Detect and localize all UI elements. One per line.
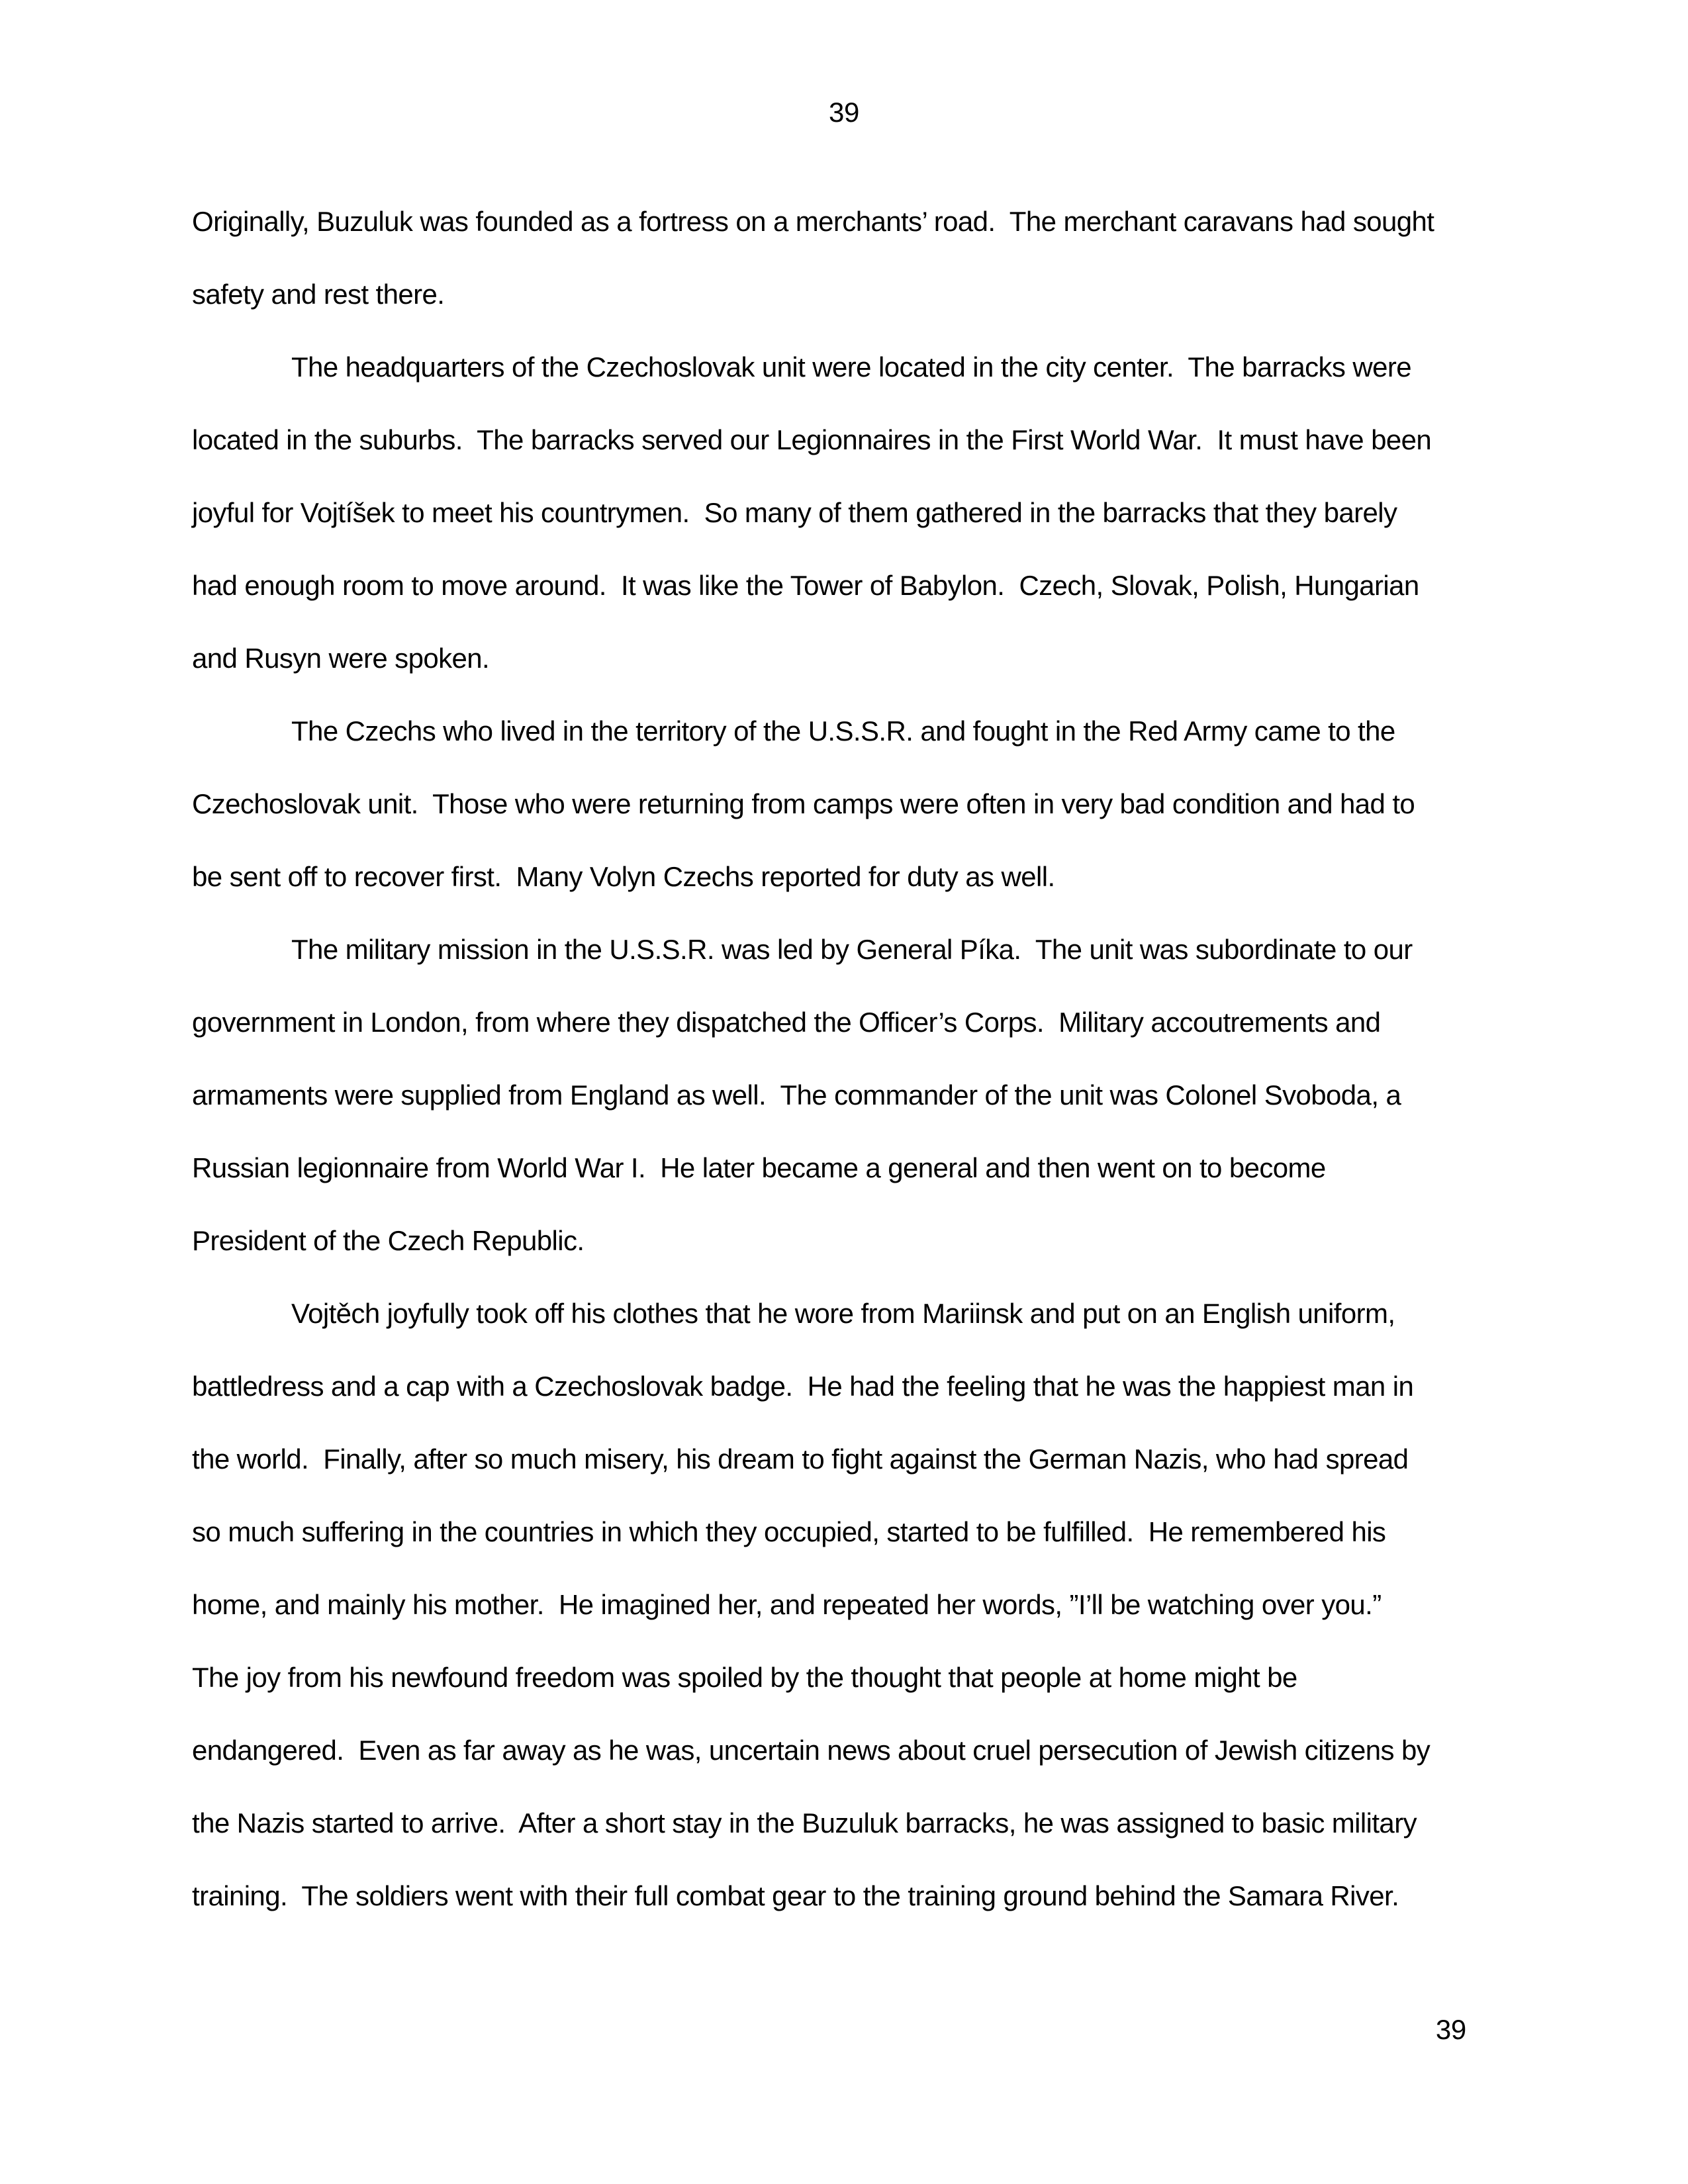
text-line: Originally, Buzuluk was founded as a fortress on a merchants’ road. The merchant caravans had sought [192, 206, 1434, 237]
text-line: had enough room to move around. It was like the Tower of Babylon. Czech, Slovak, Polish, Hungarian [192, 570, 1419, 601]
text-line: the Nazis started to arrive. After a short stay in the Buzuluk barracks, he was assigned to basic military [192, 1807, 1417, 1839]
text-line: Russian legionnaire from World War I. He later became a general and then went on to become [192, 1152, 1326, 1183]
text-line: President of the Czech Republic. [192, 1225, 585, 1256]
text-line: Vojtěch joyfully took off his clothes that he wore from Mariinsk and put on an English uniform, [291, 1298, 1395, 1329]
text-line: armaments were supplied from England as well. The commander of the unit was Colonel Svoboda, a [192, 1079, 1401, 1111]
text-line: The military mission in the U.S.S.R. was led by General Píka. The unit was subordinate to our [291, 934, 1413, 965]
text-line: so much suffering in the countries in which they occupied, started to be fulfilled. He remembered his [192, 1516, 1386, 1547]
text-line: and Rusyn were spoken. [192, 643, 490, 674]
text-line: home, and mainly his mother. He imagined her, and repeated her words, ”I’ll be watching over you.” [192, 1589, 1382, 1620]
footer-page-number: 39 [1435, 2014, 1466, 2045]
text-line: The joy from his newfound freedom was spoiled by the thought that people at home might be [192, 1662, 1297, 1693]
text-line: The headquarters of the Czechoslovak unit were located in the city center. The barracks were [291, 351, 1412, 383]
text-line: safety and rest there. [192, 279, 445, 310]
header-page-number: 39 [828, 97, 860, 128]
text-line: Czechoslovak unit. Those who were returning from camps were often in very bad condition and had to [192, 788, 1415, 819]
text-line: training. The soldiers went with their full combat gear to the training ground behind the Samara River. [192, 1880, 1399, 1911]
text-line: the world. Finally, after so much misery, his dream to fight against the German Nazis, who had spread [192, 1443, 1409, 1475]
text-line: be sent off to recover first. Many Volyn Czechs reported for duty as well. [192, 861, 1055, 892]
text-line: joyful for Vojtíšek to meet his countrymen. So many of them gathered in the barracks that they barely [192, 497, 1397, 528]
text-line: located in the suburbs. The barracks served our Legionnaires in the First World War. It must have been [192, 424, 1432, 455]
text-line: battledress and a cap with a Czechoslovak badge. He had the feeling that he was the happiest man in [192, 1371, 1414, 1402]
text-line: government in London, from where they dispatched the Officer’s Corps. Military accoutrements and [192, 1007, 1381, 1038]
text-line: endangered. Even as far away as he was, uncertain news about cruel persecution of Jewish citizens by [192, 1735, 1430, 1766]
text-line: The Czechs who lived in the territory of the U.S.S.R. and fought in the Red Army came to the [291, 715, 1395, 747]
document-body [192, 185, 1516, 1933]
